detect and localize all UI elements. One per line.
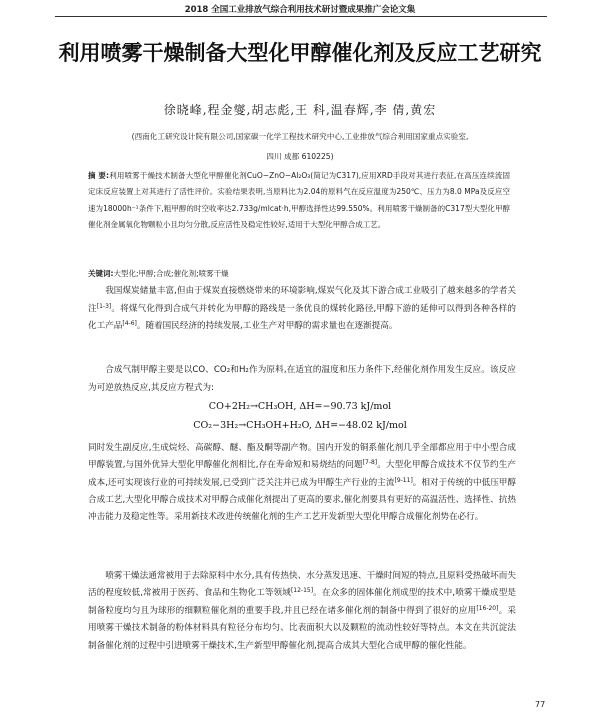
citation-ref: [4-6] bbox=[122, 320, 137, 327]
paragraph-text: 喷雾干燥法通常被用于去除原料中水分,具有传热快、水分蒸发迅速、干燥时间短的特点,且原料受热破坏而失活的程度较低,常被用于医药、食品和生物化工等领域 bbox=[88, 571, 516, 599]
keywords-text: 大型化;甲醇;合成;催化剂;喷雾干燥 bbox=[113, 269, 229, 278]
keywords-label: 关键词: bbox=[88, 269, 114, 278]
paragraph-text: 。采用喷雾干燥技术制备的粉体材料具有粒径分布均匀、比表面积大以及颗粒的流动性较好等特点。本文在共沉淀法制备催化剂的过程中引进喷雾干燥技术,生产新型甲醇催化剂,提高合成其大型化合成甲醇的催化性能。 bbox=[88, 605, 516, 651]
header-rule bbox=[55, 16, 547, 17]
paragraph-text: 。将煤气化得到合成气并转化为甲醇的路线是一条优良的煤转化路径,甲醇下游的延伸可以得到各种各样的化工产品 bbox=[88, 303, 516, 331]
paragraph-text: 。相对于传统的中低压甲醇合成工艺,大型化甲醇合成技术对甲醇合成催化剂提出了更高的要求,催化剂要具有更好的高温活性、选择性、抗热冲击能力及稳定性等。采用新技术改进传统催化剂的生产工艺开发新型大型化甲醇合成催化剂势在必行。 bbox=[88, 477, 516, 523]
citation-ref: [1-3] bbox=[96, 302, 112, 310]
paragraph-text: 。随着国民经济的持续发展,工业生产对甲醇的需求量也在逐渐提高。 bbox=[136, 321, 398, 331]
body-paragraph-1 bbox=[88, 283, 516, 336]
body-paragraph-2 bbox=[88, 362, 516, 397]
equation-1: CO+2H₂→CH₃OH, ΔH=−90.73 kJ/mol bbox=[208, 401, 392, 412]
body-paragraph-3 bbox=[88, 440, 516, 526]
author-list: 徐晓峰,程金燮,胡志彪,王 科,温春辉,李 倩,黄宏 bbox=[163, 103, 437, 117]
equation-2: CO₂−3H₂→CH₃OH+H₂O, ΔH=−48.02 kJ/mol bbox=[193, 420, 407, 431]
running-header: 2018 全国工业排放气综合利用技术研讨暨成果推广会论文集 bbox=[184, 5, 416, 15]
body-paragraph-4 bbox=[88, 568, 516, 655]
paragraph-text: 我国煤炭储量丰富,但由于煤炭直接燃烧带来的环境影响,煤炭气化及其下游合成工业吸引了越来越多的学者关注 bbox=[88, 286, 516, 314]
paragraph-text: 。在众多的固体催化剂成型的技术中,喷雾干燥成型是制备粒度均匀且为球形的细颗粒催化剂的重要手段,并且已经在诸多催化剂的制备中得到了很好的应用 bbox=[88, 588, 516, 616]
paragraph-text: 同时发生副反应,生成烷烃、高碳醇、醚、酯及酮等副产物。国内开发的铜系催化剂几乎全部都应用于中小型合成甲醇装置,与国外优异大型化甲醇催化剂相比,存在寿命短和易烧结的问题 bbox=[88, 443, 516, 471]
citation-ref: [12-15] bbox=[290, 587, 314, 595]
affiliation bbox=[40, 127, 560, 167]
abstract-label: 摘 要: bbox=[88, 171, 110, 180]
citation-ref: [9-11] bbox=[394, 476, 413, 484]
keywords bbox=[88, 268, 510, 279]
paper-title: 利用喷雾干燥制备大型化甲醇催化剂及反应工艺研究 bbox=[58, 41, 542, 65]
paragraph-text: 合成气制甲醇主要是以CO、CO₂和H₂作为原料,在适宜的温度和压力条件下,经催化剂作用发生反应。该反应为可逆放热反应,其反应方程式为: bbox=[88, 365, 516, 393]
citation-ref: [16-20] bbox=[476, 604, 499, 612]
abstract-text: 利用喷雾干燥技术制备大型化甲醇催化剂CuO−ZnO−Al₂O₃(简记为C317),应用XRD手段对其进行表征,在高压连续流固定床反应装置上对其进行了活性评价。实验结果表明,当原料比为2.04的原料气在反应温度为250℃、压力为8.0 MPa及反应空速为18000h⁻¹条件下,粗甲醇的时空收率达2.733g/mlcat·h,甲醇选择性达99.550%。利用喷雾干燥制备的C317型大型化甲醇催化剂金属氧化物颗粒小且均匀分散,反应活性及稳定性较好,适用于大型化甲醇合成工艺。 bbox=[88, 171, 510, 230]
paragraph-text: 。大型化甲醇合成技术不仅节约生产成本,还可实现该行业的可持续发展,已受到广泛关注并已成为甲醇生产行业的主流 bbox=[88, 460, 516, 488]
affiliation-line-2: 四川 成都 610225) bbox=[266, 152, 334, 161]
affiliation-line-1: (西南化工研究设计院有限公司,国家碳一化学工程技术研究中心,工业排放气综合利用国家重点实验室, bbox=[131, 132, 469, 141]
abstract bbox=[88, 168, 510, 234]
citation-ref: [7-8] bbox=[362, 459, 378, 467]
page-number: 77 bbox=[535, 700, 546, 709]
